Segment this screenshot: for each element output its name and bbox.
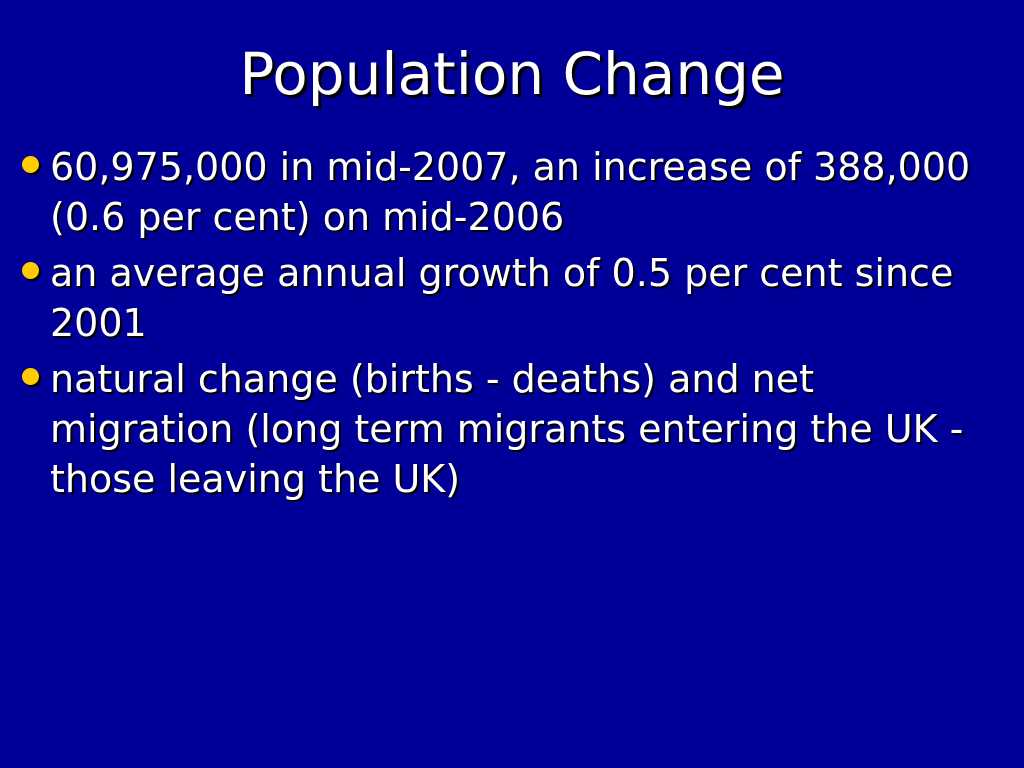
- bullet-dot-icon: [22, 262, 39, 279]
- bullet-text: an average annual growth of 0.5 per cent since 2001: [50, 251, 954, 345]
- bullet-text: 60,975,000 in mid-2007, an increase of 388,000 (0.6 per cent) on mid-2006: [50, 145, 971, 239]
- bullet-item: [20, 248, 980, 348]
- bullet-text: natural change (births - deaths) and net migration (long term migrants entering the UK - those leaving the UK): [50, 357, 964, 501]
- bullet-dot-icon: [22, 156, 39, 173]
- bullet-item: [20, 142, 980, 242]
- bullet-list: [20, 142, 980, 510]
- slide-title: Population Change: [239, 40, 785, 108]
- bullet-dot-icon: [22, 368, 39, 385]
- bullet-item: [20, 354, 980, 504]
